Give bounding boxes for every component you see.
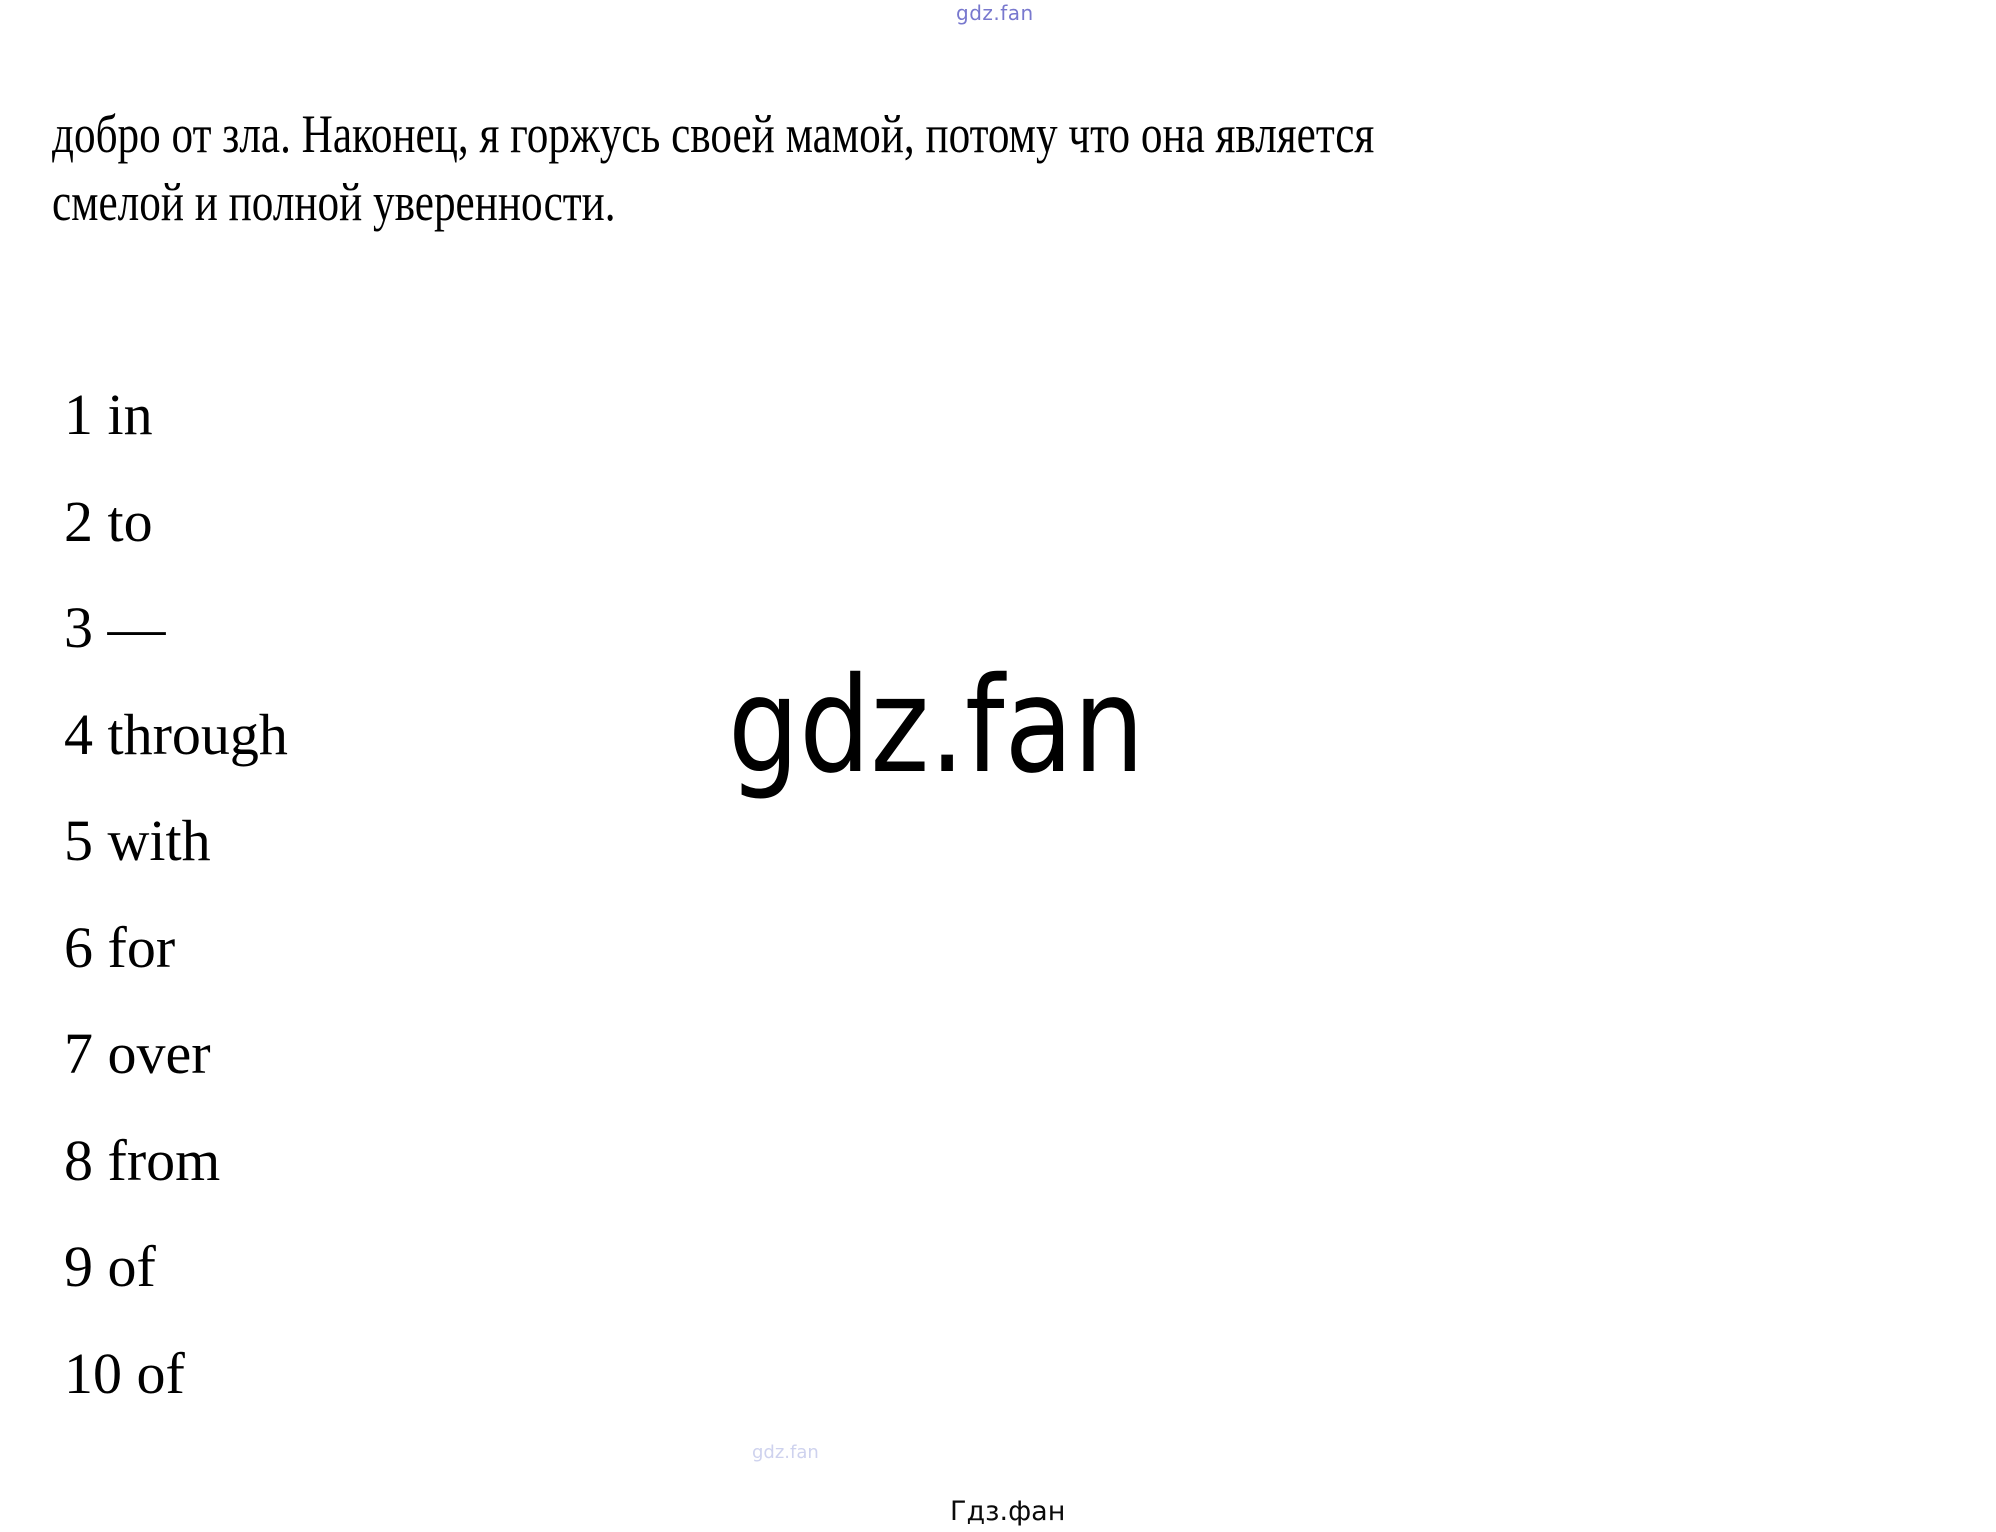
answer-item-9: 9 of: [64, 1234, 156, 1299]
answer-item-1: 1 in: [64, 382, 153, 447]
center-watermark: gdz.fan: [728, 649, 1145, 803]
bottom-faint-watermark: gdz.fan: [752, 1442, 819, 1463]
top-watermark: gdz.fan: [956, 1, 1034, 25]
footer-brand: Гдз.фан: [950, 1496, 1066, 1527]
answer-item-6: 6 for: [64, 914, 176, 980]
answer-item-3: 3 —: [64, 595, 166, 660]
answer-item-4: 4 through: [64, 701, 288, 767]
answer-item-2: 2 to: [64, 488, 153, 554]
answer-item-7: 7 over: [64, 1021, 211, 1086]
answer-item-5: 5 with: [64, 808, 211, 873]
answers-list: [64, 362, 288, 1427]
answer-item-8: 8 from: [64, 1127, 221, 1193]
translation-paragraph: [52, 100, 1705, 236]
paragraph-line-2: смелой и полной уверенности.: [52, 172, 616, 232]
paragraph-line-1: добро от зла. Наконец, я горжусь своей мамой, потому что она является: [52, 104, 1375, 164]
answer-item-10: 10 of: [64, 1340, 185, 1406]
